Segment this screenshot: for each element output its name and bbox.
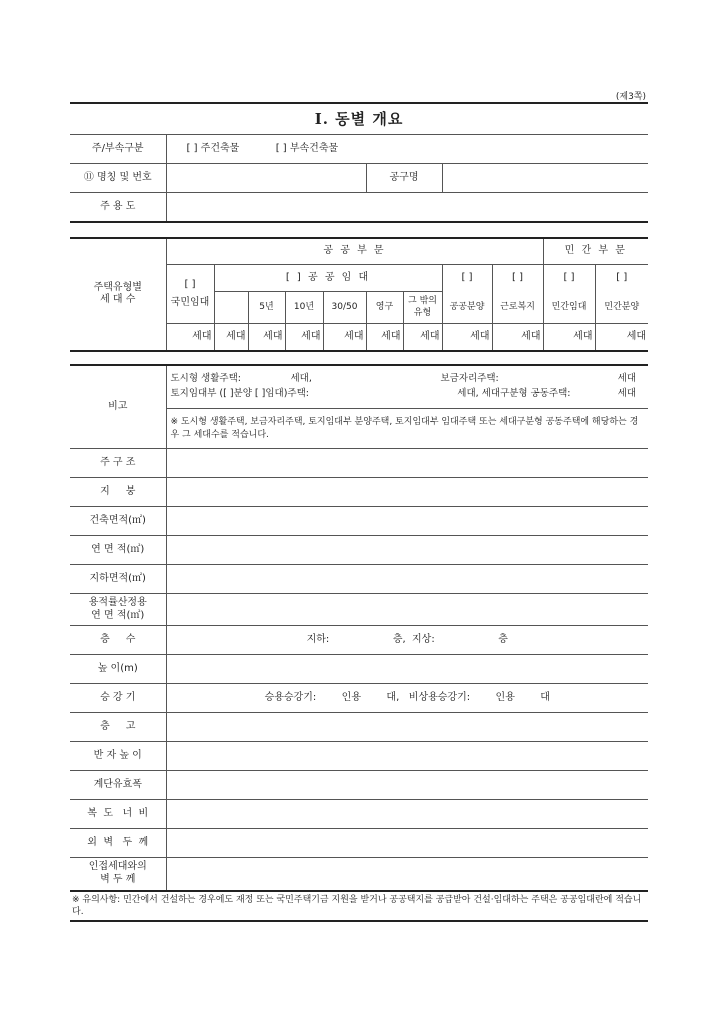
height-label: 높 이(m): [70, 655, 166, 684]
adjacent-wall-field[interactable]: [166, 858, 648, 891]
exterior-wall-label: 외 벽 두 께: [70, 829, 166, 858]
other-type-units[interactable]: 세대: [403, 324, 442, 351]
remarks-counts: [166, 365, 648, 409]
floors-label: 층 수: [70, 626, 166, 655]
rent-5y-units[interactable]: 세대: [248, 324, 285, 351]
remarks-note: ※ 도시형 생활주택, 보금자리주택, 토지임대부 분양주택, 토지임대부 임대주택 또는 세대구분형 공동주택에 해당하는 경우 그 세대수를 적습니다.: [166, 409, 648, 449]
blank-units[interactable]: 세대: [214, 324, 248, 351]
other-type-header: 그 밖의 유형: [403, 292, 442, 324]
housing-type-label: 주택유형별 세 대 수: [70, 238, 166, 351]
household-split-units[interactable]: 세대: [617, 387, 637, 399]
ceiling-height-label: 반 자 높 이: [70, 742, 166, 771]
permanent-rent-header: 영구: [366, 292, 403, 324]
building-area-label: 건축면적(㎡): [70, 507, 166, 536]
roof-field[interactable]: [166, 478, 648, 507]
permanent-units[interactable]: 세대: [366, 324, 403, 351]
private-sector-header: 민 간 부 문: [543, 238, 648, 265]
rent-3050-header: 30/50: [323, 292, 366, 324]
worker-welfare-units[interactable]: 세대: [492, 324, 543, 351]
stair-width-label: 계단유효폭: [70, 771, 166, 800]
rent-10y-units[interactable]: 세대: [285, 324, 323, 351]
urban-housing-units[interactable]: 세대,: [290, 373, 312, 385]
public-sale-checkbox[interactable]: [ ]: [442, 265, 492, 292]
public-sale-units[interactable]: 세대: [442, 324, 492, 351]
exterior-wall-field[interactable]: [166, 829, 648, 858]
main-sub-label: 주/부속구분: [70, 135, 166, 164]
private-sale-units[interactable]: 세대: [595, 324, 648, 351]
rent-3050-units[interactable]: 세대: [323, 324, 366, 351]
private-sale-checkbox[interactable]: [ ]: [595, 265, 648, 292]
land-lease-label[interactable]: 토지임대부 ([ ]분양 [ ]임대)주택:: [170, 387, 309, 399]
floors-field[interactable]: 지하: 층, 지상: 층: [166, 626, 648, 655]
building-overview-form: [70, 102, 648, 922]
basement-area-field[interactable]: [166, 565, 648, 594]
name-number-field[interactable]: [166, 164, 366, 193]
name-number-label: ⑪ 명칭 및 번호: [70, 164, 166, 193]
basement-area-label: 지하면적(㎡): [70, 565, 166, 594]
story-height-field[interactable]: [166, 713, 648, 742]
national-rent-label: 국민임대: [170, 297, 210, 308]
bogeumjari-label: 보금자리주택:: [440, 373, 499, 385]
section-name-label: 공구명: [366, 164, 442, 193]
footnote: ※ 유의사항: 민간에서 건설하는 경우에도 재정 또는 국민주택기금 지원을 받거나 공공택지를 공급받아 건설·임대하는 주택은 공공임대란에 적습니다.: [70, 891, 648, 921]
national-rent-units[interactable]: 세대: [166, 324, 214, 351]
rent-10y-header: 10년: [285, 292, 323, 324]
main-structure-label: 주 구 조: [70, 449, 166, 478]
total-floor-area-label: 연 면 적(㎡): [70, 536, 166, 565]
private-sale-label: 민간분양: [595, 292, 648, 324]
rent-5y-header: 5년: [248, 292, 285, 324]
page-title: Ⅰ. 동별 개요: [70, 103, 648, 135]
main-structure-field[interactable]: [166, 449, 648, 478]
height-field[interactable]: [166, 655, 648, 684]
form-table: [70, 102, 648, 922]
corridor-width-field[interactable]: [166, 800, 648, 829]
stair-width-field[interactable]: [166, 771, 648, 800]
national-rent-header: [166, 265, 214, 324]
worker-welfare-checkbox[interactable]: [ ]: [492, 265, 543, 292]
ceiling-height-field[interactable]: [166, 742, 648, 771]
public-rent-checkbox[interactable]: [ ] 공 공 임 대: [214, 265, 442, 292]
main-usage-field[interactable]: [166, 193, 648, 222]
corridor-width-label: 복 도 너 비: [70, 800, 166, 829]
adjacent-wall-label: 인접세대와의 벽 두 께: [70, 858, 166, 891]
main-building-checkbox[interactable]: [ ] 주건축물: [186, 142, 240, 154]
far-floor-area-field[interactable]: [166, 594, 648, 626]
urban-housing-label: 도시형 생활주택:: [170, 373, 241, 385]
building-area-field[interactable]: [166, 507, 648, 536]
bogeumjari-units[interactable]: 세대: [617, 373, 637, 385]
sub-building-checkbox[interactable]: [ ] 부속건축물: [275, 142, 339, 154]
remarks-label: 비고: [70, 365, 166, 449]
page-number: (제3쪽): [615, 92, 646, 102]
story-height-label: 층 고: [70, 713, 166, 742]
private-rent-units[interactable]: 세대: [543, 324, 595, 351]
elevator-label: 승 강 기: [70, 684, 166, 713]
roof-label: 지 붕: [70, 478, 166, 507]
main-usage-label: 주 용 도: [70, 193, 166, 222]
far-floor-area-label: 용적률산정용 연 면 적(㎡): [70, 594, 166, 626]
national-rent-checkbox[interactable]: [ ]: [184, 278, 196, 290]
total-floor-area-field[interactable]: [166, 536, 648, 565]
private-rent-checkbox[interactable]: [ ]: [543, 265, 595, 292]
public-sale-label: 공공분양: [442, 292, 492, 324]
blank-col-header: [214, 292, 248, 324]
section-name-field[interactable]: [442, 164, 648, 193]
public-sector-header: 공 공 부 문: [166, 238, 543, 265]
private-rent-label: 민간임대: [543, 292, 595, 324]
household-split-label: 세대, 세대구분형 공동주택:: [457, 387, 571, 399]
elevator-field[interactable]: 승용승강기: 인용 대, 비상용승강기: 인용 대: [166, 684, 648, 713]
worker-welfare-label: 근로복지: [492, 292, 543, 324]
